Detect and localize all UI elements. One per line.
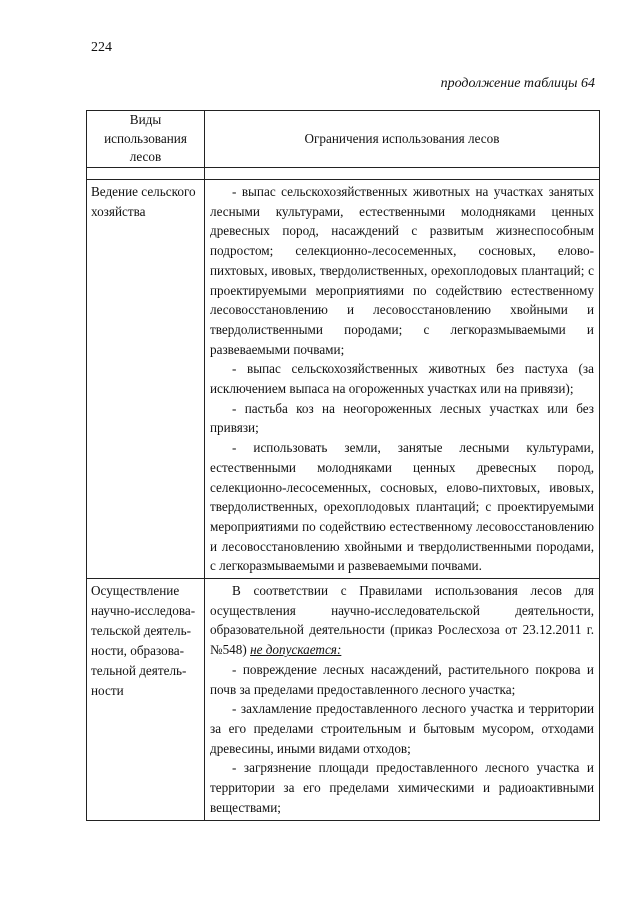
header-usage-types: Виды использования лесов [87, 111, 205, 168]
restriction-paragraph: - выпас сельскохозяйственных животных без пастуха (за исключением выпаса на огороженных участках или на привязи); [210, 361, 594, 397]
restrictions-cell [205, 579, 600, 820]
restriction-paragraph: - загрязнение площади предоставленного лесного участка и территории за его пределами химическими и радиоактивными веществами; [210, 760, 594, 815]
header-restrictions: Ограничения использования лесов [205, 111, 600, 168]
table-continuation-caption: продолжение таблицы 64 [440, 76, 595, 91]
restriction-paragraph: - захламление предоставленного лесного участка и территории за его пределами строительным и бытовым мусором, отходами древесины, иными видами отходов; [210, 701, 594, 756]
restriction-paragraph: - выпас сельскохозяйственных животных на участках занятых лесными культурами, естественными молодняками ценных древесных пород, насаждений с развитым жизнеспособным подростом; селекционно-лесосеменных, сосновых, елово-пихтовых, ивовых, твердолиственных, орехоплодовых плантаций; с проектируемыми мероприятиями по содействию естественному лесовосстановлению и лесовосстановлению хвойными и твердолиственными породами; с легкоразмываемыми и развеваемыми почвами; [210, 184, 594, 357]
page-number: 224 [91, 40, 112, 55]
table-header-row [87, 111, 600, 168]
restrictions-table [86, 110, 600, 821]
intro-emphasis: не допускается: [250, 642, 342, 658]
restriction-paragraph: - пастьба коз на неогороженных лесных участках или без привязи; [210, 400, 594, 436]
restriction-intro [210, 581, 594, 660]
intro-text: В соответствии с Правилами использования лесов для осуществления научно-исследовательской деятельности, образовательной деятельности (приказ Рослесхоза от 23.12.2011 г. №548) [210, 583, 594, 658]
restrictions-cell [205, 180, 600, 579]
table-row [87, 579, 600, 820]
usage-type-cell: Осуществление научно-исследова-тельской деятель-ности, образова-тельной деятель-ности [87, 579, 205, 820]
restriction-paragraph: - использовать земли, занятые лесными культурами, естественными молодняками ценных древесных пород, селекционно-лесосеменных, сосновых, елово-пихтовых, ивовых, твердолиственных, орехоплодовых плантаций; с проектируемыми мероприятиями по содействию естественному лесовосстановлению и лесовосстановлению хвойными и твердолиственными породами, с легкоразмываемыми и развеваемыми почвами. [210, 440, 594, 574]
table-spacer-row [87, 168, 600, 180]
usage-type-cell: Ведение сельского хозяйства [87, 180, 205, 579]
restriction-paragraph: - повреждение лесных насаждений, растительного покрова и почв за пределами предоставленного лесного участка; [210, 661, 594, 697]
table-row [87, 180, 600, 579]
